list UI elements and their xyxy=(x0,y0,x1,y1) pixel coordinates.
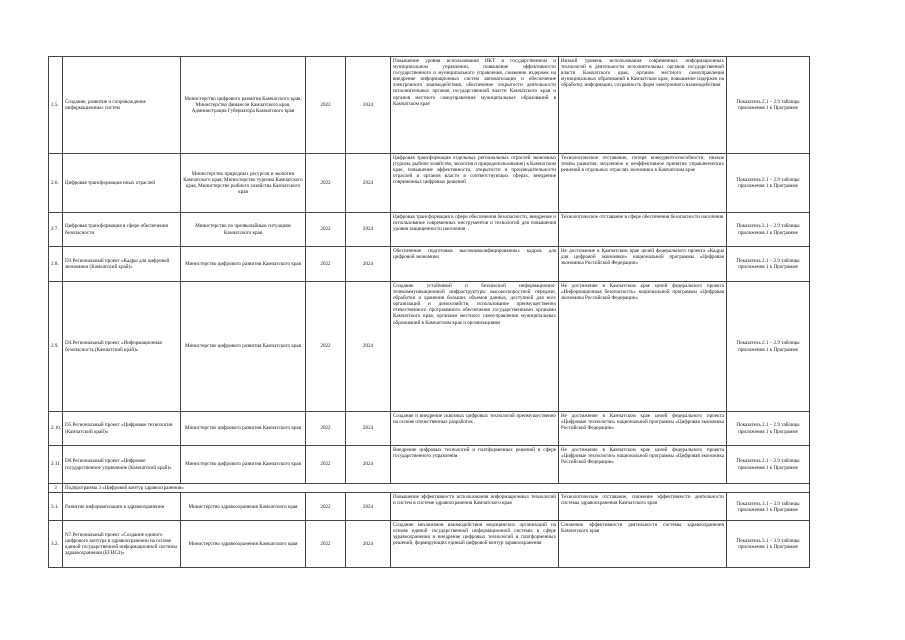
end-year: 2024 xyxy=(346,493,391,521)
table-row xyxy=(49,412,810,446)
activity-name: D6.Региональный проект «Цифровое государственное управление (Камчатский край)» xyxy=(63,446,181,484)
row-number: 2.10. xyxy=(49,412,63,446)
expected-result: Создание и внедрение сквозных цифровых технологий преимущественно на основе отечественных разработок xyxy=(391,412,559,446)
activity-name: N7.Региональный проект «Создание единого цифрового контура в здравоохранении на основе единой государственной информационной системы здравоохранения (ЕГИСЗ)» xyxy=(63,521,181,568)
responsible-executor: Министерство цифрового развития Камчатского края xyxy=(181,282,306,412)
row-number: 2.7. xyxy=(49,213,63,247)
expected-result: Цифровая трансформация отдельных региональных отраслей экономики (туризм, рыбное хозяйство, экология и природопользование) в Камчатском крае, повышение эффективности, открытости и производительности отраслей и органов власти в соответствующих сферах, внедрение современных цифровых решений xyxy=(391,154,559,213)
start-year: 2022 xyxy=(306,446,346,484)
table-row xyxy=(49,521,810,568)
section-number: 3 xyxy=(49,484,63,493)
start-year: 2022 xyxy=(306,412,346,446)
indicator-link: Показатель 2.1 – 2.9 таблицы приложения 1 к Программе xyxy=(727,282,810,412)
end-year: 2024 xyxy=(346,154,391,213)
start-year: 2022 xyxy=(306,282,346,412)
non-implementation-consequence: Не достижение в Камчатском крае целей федерального проекта «Цифровые технологии» национальной программы «Цифровая экономика Российской Федерации» xyxy=(559,412,727,446)
activity-name: D3.Региональный проект «Кадры для цифровой экономики (Камчатский край)» xyxy=(63,247,181,282)
table-row xyxy=(49,493,810,521)
row-number: 2.8. xyxy=(49,247,63,282)
expected-result: Повышение уровня использования ИКТ в государственном и муниципальном управлении, повышение эффективности государственного и муниципального управления, снижение издержек на внедрение информационных систем автоматизации и обеспечение электронного взаимодействия, обеспечение открытости деятельности исполнительных органов государственной власти Камчатского края и органов местного самоуправления муниципальных образований в Камчатском крае xyxy=(391,57,559,154)
expected-result: Обеспечение подготовки высококвалифицированных кадров для цифровой экономики xyxy=(391,247,559,282)
start-year: 2022 xyxy=(306,247,346,282)
activity-name: Цифровая трансформация иных отраслей xyxy=(63,154,181,213)
activity-name: D4.Региональный проект «Информационная безопасность (Камчатский край)» xyxy=(63,282,181,412)
start-year: 2022 xyxy=(306,57,346,154)
non-implementation-consequence: Не достижение в Камчатском крае целей федерального проекта «Цифровые технологии» национальной программы «Цифровая экономика Российской Федерации» xyxy=(559,446,727,484)
responsible-executor: Министерство по чрезвычайным ситуациям Камчатского края xyxy=(181,213,306,247)
row-number: 2.9. xyxy=(49,282,63,412)
table-row xyxy=(49,446,810,484)
row-number: 2.5. xyxy=(49,57,63,154)
non-implementation-consequence: Не достижение в Камчатском крае целей федерального проекта «Информационная безопасность» национальной программы «Цифровая экономика Российской Федерации» xyxy=(559,282,727,412)
activity-name: Создание, развитие и сопровождение информационных систем xyxy=(63,57,181,154)
indicator-link: Показатель 2.1 – 2.9 таблицы приложения 1 к Программе xyxy=(727,57,810,154)
end-year: 2024 xyxy=(346,412,391,446)
row-number: 2.11. xyxy=(49,446,63,484)
responsible-executor: Министерство цифрового развития Камчатского края xyxy=(181,247,306,282)
row-number: 2.6. xyxy=(49,154,63,213)
start-year: 2022 xyxy=(306,521,346,568)
expected-result: Цифровая трансформация в сфере обеспечения безопасности, внедрение и использование современных инструментов и технологий для повышения уровня защищенности населения xyxy=(391,213,559,247)
responsible-executor: Министерство цифрового развития Камчатского края xyxy=(181,412,306,446)
section-title: Подпрограмма 3 «Цифровой контур здравоохранения» xyxy=(63,484,810,493)
end-year: 2024 xyxy=(346,446,391,484)
non-implementation-consequence: Технологическое отставание, потеря конкурентоспособности, низкие темпы развития, медленное и неэффективное принятие управленческих решений в отдельных отраслях экономики в Камчатском крае xyxy=(559,154,727,213)
responsible-executor: Министерство природных ресурсов и экологии Камчатского края, Министерство туризма Камчатского края, Министерство рыбного хозяйства Камчатского края xyxy=(181,154,306,213)
indicator-link: Показатель 3.1 – 3.9 таблицы приложения 1 к Программе xyxy=(727,493,810,521)
activity-name: Развитие информатизации в здравоохранении xyxy=(63,493,181,521)
non-implementation-consequence: Технологическое отставание, снижение эффективности деятельности системы здравоохранения Камчатского края xyxy=(559,493,727,521)
end-year: 2024 xyxy=(346,247,391,282)
start-year: 2022 xyxy=(306,154,346,213)
non-implementation-consequence: Не достижение в Камчатском крае целей федерального проекта «Кадры для цифровой экономики» национальной программы «Цифровая экономика Российской Федерации» xyxy=(559,247,727,282)
indicator-link: Показатель 2.1 – 2.9 таблицы приложения 1 к Программе xyxy=(727,446,810,484)
expected-result: Создание устойчивой и безопасной информационно-телекоммуникационной инфраструктуры высокоскоростной передачи, обработки и хранения больших объемов данных, доступной для всех организаций и домохозяйств, использование преимущественно отечественного программного обеспечения государственными органами Камчатского края, органами местного самоуправления муниципальных образований в Камчатском крае и организациями xyxy=(391,282,559,412)
row-number: 3.2. xyxy=(49,521,63,568)
end-year: 2024 xyxy=(346,282,391,412)
start-year: 2022 xyxy=(306,213,346,247)
responsible-executor: Министерство здравоохранения Камчатского края xyxy=(181,521,306,568)
table-row xyxy=(49,154,810,213)
document-page xyxy=(48,56,809,568)
non-implementation-consequence: Снижение эффективности деятельности системы здравоохранения Камчатского края xyxy=(559,521,727,568)
expected-result: Повышение эффективности использования информационных технологий и систем в системе здравоохранения Камчатского края xyxy=(391,493,559,521)
responsible-executor: Министерство здравоохранения Камчатского края xyxy=(181,493,306,521)
section-row xyxy=(49,484,810,493)
end-year: 2024 xyxy=(346,213,391,247)
indicator-link: Показатель 2.1 – 2.9 таблицы приложения 1 к Программе xyxy=(727,412,810,446)
program-activities-table xyxy=(48,56,810,568)
end-year: 2024 xyxy=(346,57,391,154)
indicator-link: Показатель 2.1 – 2.9 таблицы приложения 1 к Программе xyxy=(727,154,810,213)
indicator-link: Показатель 2.1 – 2.9 таблицы приложения 1 к Программе xyxy=(727,213,810,247)
responsible-executor: Министерство цифрового развития Камчатского края, Министерство финансов Камчатского края, Администрация Губернатора Камчатского края xyxy=(181,57,306,154)
start-year: 2022 xyxy=(306,493,346,521)
expected-result: Внедрение цифровых технологий и платформенных решений в сфере государственного управления xyxy=(391,446,559,484)
table-row xyxy=(49,57,810,154)
table-row xyxy=(49,282,810,412)
responsible-executor: Министерство цифрового развития Камчатского края xyxy=(181,446,306,484)
table-row xyxy=(49,247,810,282)
activity-name: Цифровая трансформация в сфере обеспечения безопасности xyxy=(63,213,181,247)
end-year: 2024 xyxy=(346,521,391,568)
indicator-link: Показатель 2.1 – 2.9 таблицы приложения 1 к Программе xyxy=(727,247,810,282)
activity-name: D5.Региональный проект «Цифровые технологии (Камчатский край)» xyxy=(63,412,181,446)
table-row xyxy=(49,213,810,247)
row-number: 3.1. xyxy=(49,493,63,521)
non-implementation-consequence: Низкий уровень использования современных информационных технологий в деятельности исполнительных органов государственной власти Камчатского края, органов местного самоуправления муниципальных образований в Камчатском крае, повышение издержек на обработку информации, сохранность форм электронного взаимодействия xyxy=(559,57,727,154)
indicator-link: Показатель 3.1 – 3.9 таблицы приложения 1 к Программе xyxy=(727,521,810,568)
non-implementation-consequence: Технологическое отставание в сфере обеспечения безопасности населения xyxy=(559,213,727,247)
expected-result: Создание механизмов взаимодействия медицинских организаций на основе единой государственной информационной системы в сфере здравоохранения и внедрение цифровых технологий и платформенных решений, формирующих единый цифровой контур здравоохранения xyxy=(391,521,559,568)
